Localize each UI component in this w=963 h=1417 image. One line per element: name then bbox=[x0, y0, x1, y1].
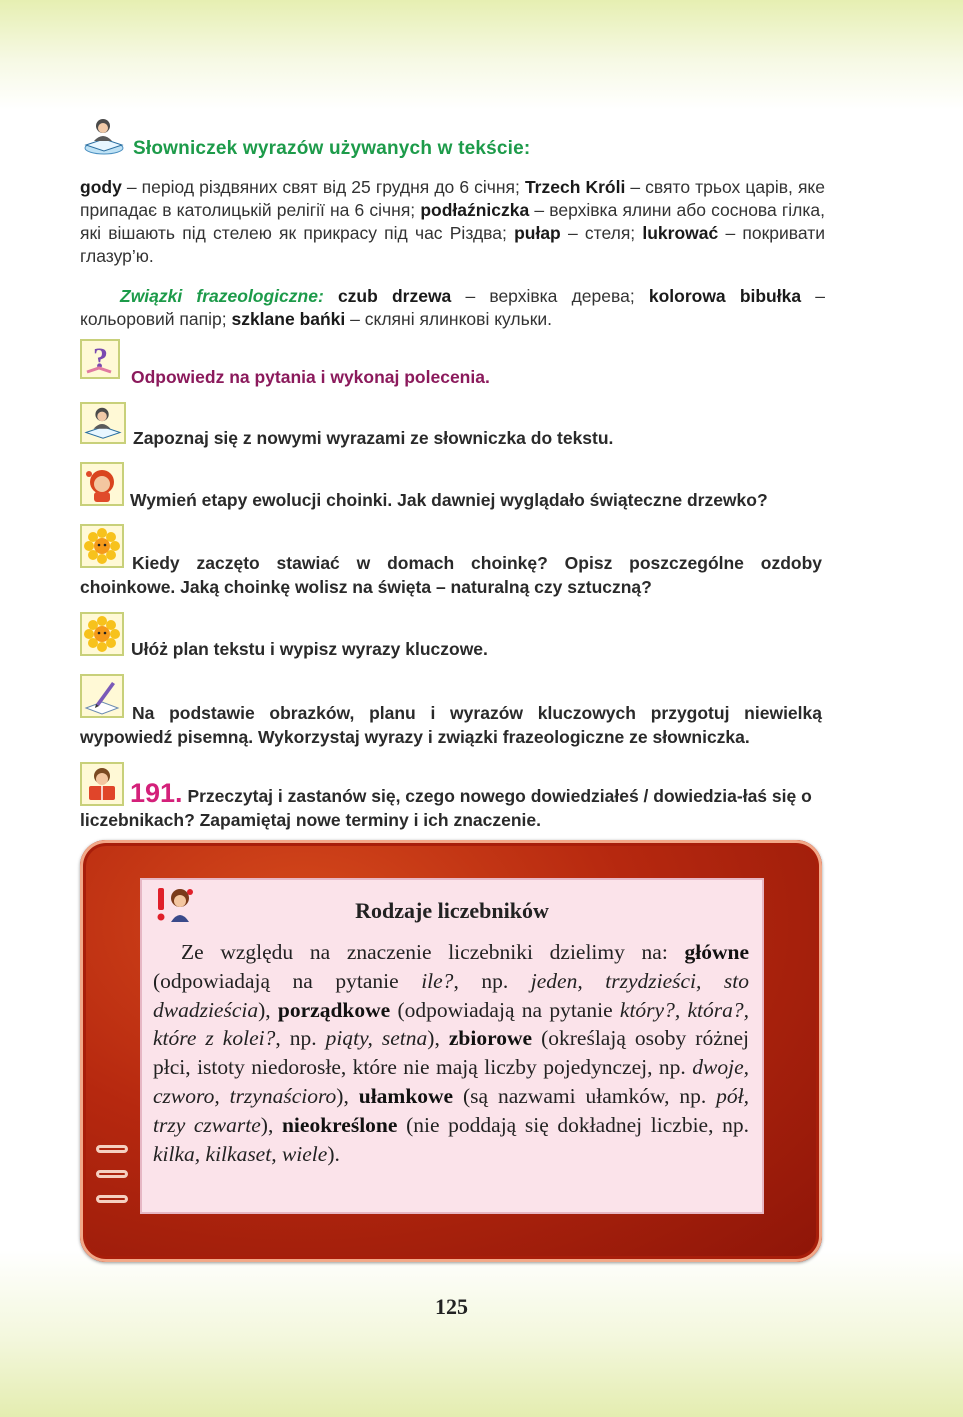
exercise-text: Przeczytaj i zastanów się, czego nowego dowiedziałeś / dowiedzia-łaś się o liczebnikach? Zapamiętaj nowe terminy i ich znaczenie. bbox=[80, 786, 812, 830]
frame-slot-decoration bbox=[96, 1170, 128, 1178]
phrases-label: Związki frazeologiczne: bbox=[120, 286, 324, 306]
exercise-191 bbox=[80, 778, 822, 832]
rule-term: zbiorowe bbox=[448, 1026, 533, 1051]
exercise-number: 191. bbox=[130, 778, 183, 808]
dictionary-icon bbox=[82, 115, 126, 155]
phrase-def: – скляні ялинкові кульки. bbox=[345, 309, 553, 329]
dict-def: – покривати глазур’ю. bbox=[80, 223, 826, 266]
dict-def: – верхівка ялини або соснова гілка, які вішають під стелею як прикрасу під час Різдва; bbox=[80, 200, 826, 243]
rule-term: ułamkowe bbox=[358, 1083, 454, 1108]
phrase-def: – верхівка дерева; bbox=[451, 286, 649, 306]
dict-def: – свято трьох царів, яке припадає в католицькій релігії на 6 січня; bbox=[80, 177, 826, 220]
rule-example: pół, trzy czwarte bbox=[153, 1083, 749, 1137]
rule-text-run: ), bbox=[258, 997, 278, 1022]
dict-term: lukrować bbox=[642, 223, 719, 243]
rule-intro: Ze względu na znaczenie liczebniki dzielimy na: bbox=[181, 940, 668, 964]
rule-example: jeden, trzydzieści, sto dwadzieścia bbox=[153, 968, 749, 1022]
task-4: Ułóż plan tekstu i wypisz wyrazy kluczowe. bbox=[131, 639, 488, 659]
page-number: 125 bbox=[435, 1294, 468, 1319]
frame-slot-decoration bbox=[96, 1195, 128, 1203]
dict-term: gody bbox=[80, 177, 122, 197]
rule-example: który?, która?, które z kolei? bbox=[153, 997, 749, 1051]
rule-text-run: (są nazwami ułamków, np. bbox=[453, 1083, 717, 1108]
rule-text-run: (określają osoby różnej płci, istoty niedorosłe, które nie mają liczby pojedynczej, np. bbox=[153, 1026, 750, 1080]
rule-text-run: ), bbox=[260, 1112, 282, 1137]
rule-term: porządkowe bbox=[277, 997, 391, 1022]
phrase-def: – кольоровий папір; bbox=[80, 286, 825, 329]
rule-text-run: (nie poddają się dokładnej liczbie, np. bbox=[397, 1112, 749, 1137]
phrase-term: kolorowa bibułka bbox=[648, 286, 802, 306]
rule-title: Rodzaje liczebników bbox=[355, 898, 549, 923]
girl-face-icon bbox=[80, 462, 124, 506]
rule-term: główne bbox=[684, 940, 749, 964]
dictionary-title: Słowniczek wyrazów używanych w tekście: bbox=[133, 138, 531, 159]
rule-text-run: (odpowiadają na pytanie bbox=[153, 968, 422, 993]
dict-term: Trzech Króli bbox=[524, 177, 626, 197]
dict-term: pułap bbox=[514, 223, 561, 243]
phrases-text bbox=[80, 285, 825, 331]
rule-text-run: ). bbox=[327, 1141, 340, 1166]
rule-term: nieokreślone bbox=[281, 1112, 398, 1137]
frame-slot-decoration bbox=[96, 1145, 128, 1153]
phrase-term: czub drzewa bbox=[337, 286, 452, 306]
question-mark-icon bbox=[80, 339, 120, 379]
phrase-term: szklane bańki bbox=[231, 309, 346, 329]
task-2: Wymień etapy ewolucji choinki. Jak dawniej wyglądało świąteczne drzewko? bbox=[130, 490, 768, 510]
questions-title: Odpowiedz na pytania i wykonaj polecenia. bbox=[131, 367, 490, 387]
sun-flower-icon bbox=[80, 612, 124, 656]
dict-def: – стеля; bbox=[560, 223, 643, 243]
rule-text-run: ), bbox=[336, 1083, 359, 1108]
rule-example: kilka, kilkaset, wiele bbox=[153, 1141, 328, 1166]
rule-text bbox=[153, 938, 749, 1168]
task-3: Kiedy zaczęto stawiać w domach choinkę? Opisz poszczególne ozdoby choinkowe. Jaką choinkę wolisz na święta – naturalną czy sztuczną? bbox=[80, 553, 822, 597]
rule-text-run: , np. bbox=[453, 968, 531, 993]
dict-def: – період різдвяних свят від 25 грудня до 6 січня; bbox=[121, 177, 525, 197]
rule-text-run: (odpowiadają na pytanie bbox=[390, 997, 620, 1022]
rule-text-run: ), bbox=[427, 1026, 449, 1051]
rule-example: piąty, setna bbox=[325, 1026, 428, 1051]
reading-student-icon bbox=[80, 402, 126, 444]
rule-example: ile? bbox=[421, 968, 454, 993]
dict-term: podłaźniczka bbox=[420, 200, 530, 220]
task-1: Zapoznaj się z nowymi wyrazami ze słowniczka do tekstu. bbox=[133, 428, 614, 448]
task-5: Na podstawie obrazków, planu i wyrazów kluczowych przygotuj niewielką wypowiedź pisemną. Wykorzystaj wyrazy i związki frazeologiczne ze słowniczka. bbox=[80, 703, 822, 747]
svg-text:?: ? bbox=[93, 342, 108, 375]
rule-text-run: , np. bbox=[275, 1026, 326, 1051]
rule-example: dwoje, czworo, trzynaścioro bbox=[153, 1055, 749, 1108]
dictionary-text bbox=[80, 176, 825, 268]
